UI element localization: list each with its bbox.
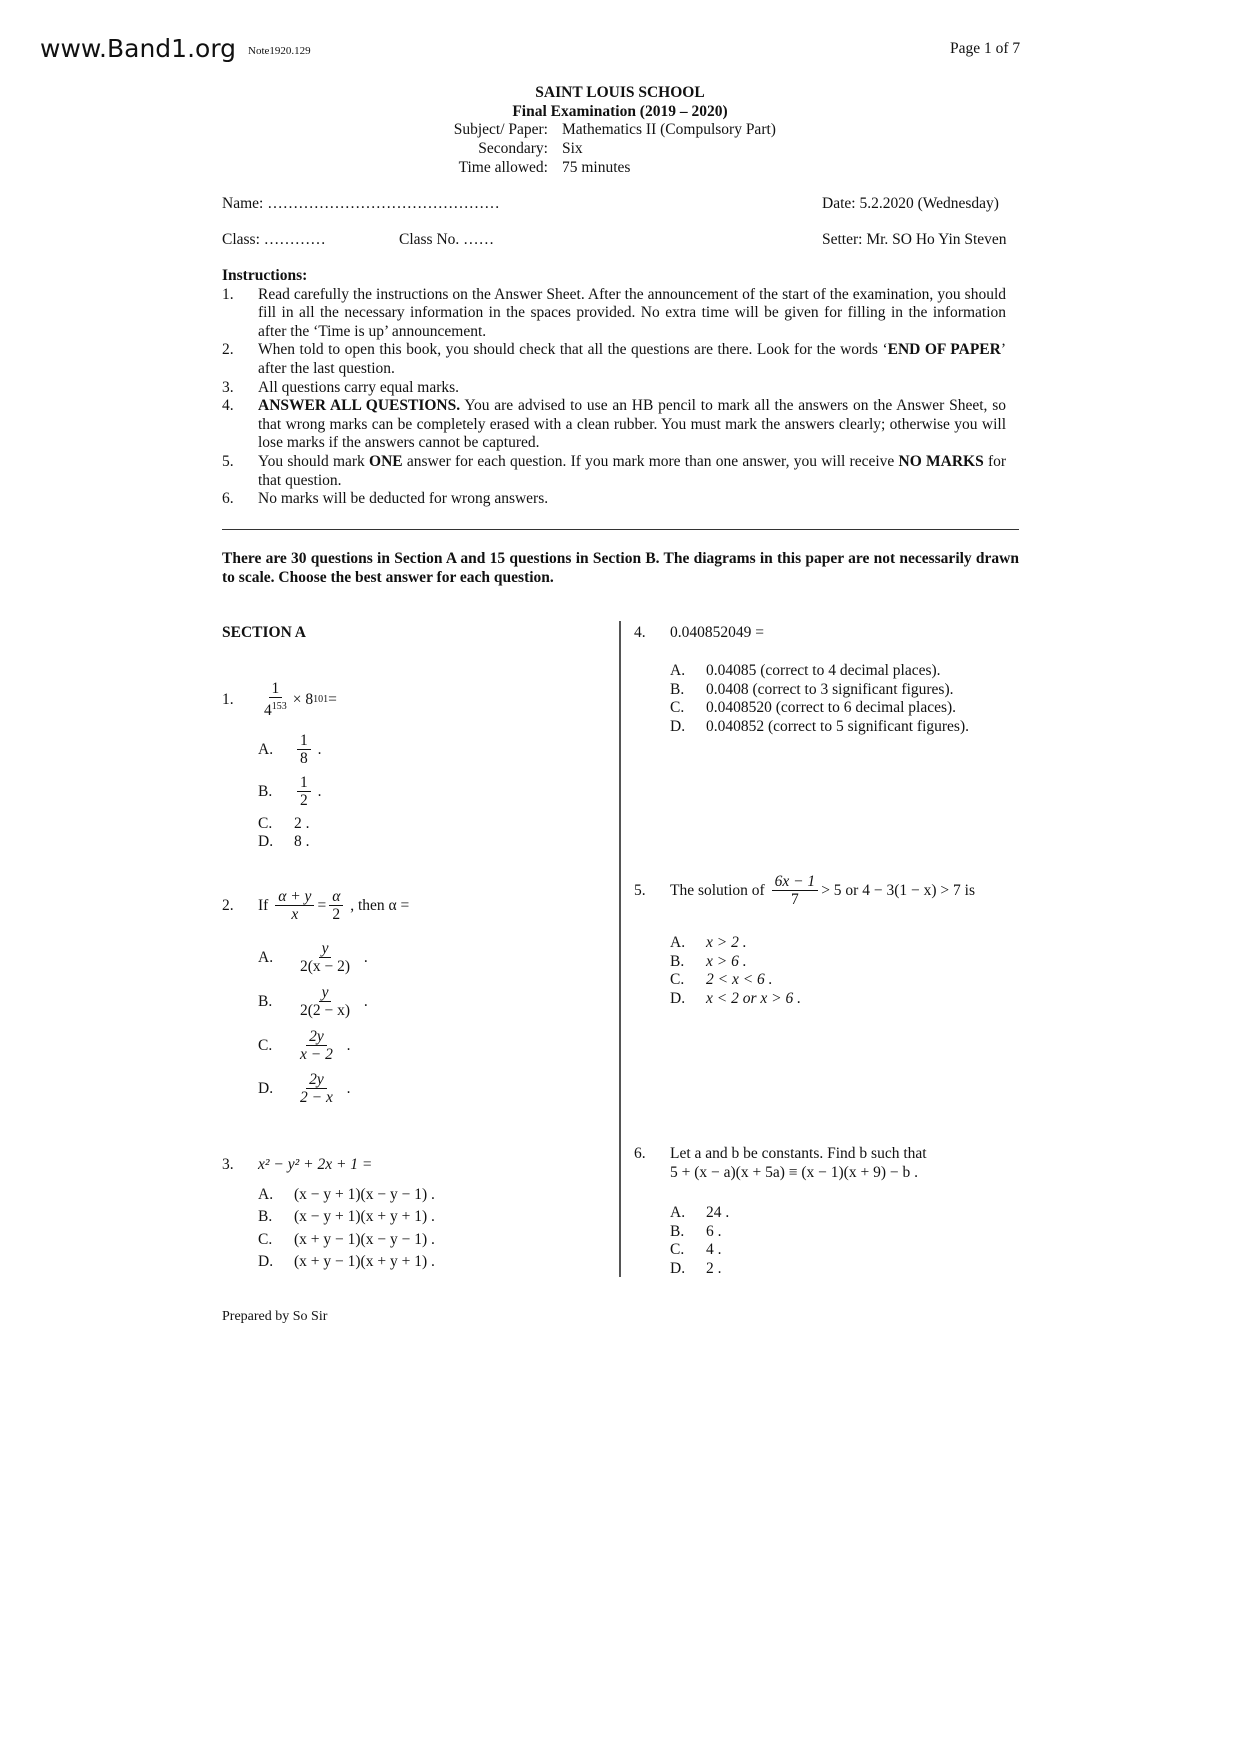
item-text: Read carefully the instructions on the Answer Sheet. After the announcement of the start of the examination, you should fill in all the necessary information in the spaces provided. No extra time will be given for filling in the information after the ‘Time is up’ announcement. <box>258 285 1006 340</box>
option-text: x > 6 . <box>706 953 747 970</box>
numerator: 1 <box>269 680 283 698</box>
option-letter: D. <box>670 1260 686 1277</box>
option-letter: C. <box>670 699 685 716</box>
item-number: 4. <box>222 397 234 415</box>
item-number: 1. <box>222 285 234 303</box>
question-number: 3. <box>222 1156 234 1173</box>
item-text <box>258 397 1006 453</box>
text: > 5 or 4 − 3(1 − x) > 7 is <box>821 882 975 899</box>
exam-title: Final Examination (2019 – 2020) <box>512 103 728 120</box>
time-row <box>448 158 798 177</box>
option-letter: A. <box>670 934 686 951</box>
option-d[interactable] <box>670 1259 722 1278</box>
question-number: 2. <box>222 897 234 914</box>
fraction <box>297 774 311 809</box>
instruction-item <box>222 490 1006 509</box>
question-6-identity: 5 + (x − a)(x + 5a) ≡ (x − 1)(x + 9) − b . <box>670 1164 918 1181</box>
label: Secondary: <box>478 140 548 157</box>
text: The solution of <box>670 882 765 899</box>
item-text: All questions carry equal marks. <box>258 378 460 396</box>
note-id: Note1920.129 <box>248 45 311 57</box>
denominator: 2(x − 2) <box>300 958 351 975</box>
option-letter: C. <box>670 971 685 988</box>
exponent: 153 <box>271 701 287 712</box>
option-text: (x + y − 1)(x − y − 1) . <box>294 1231 435 1248</box>
question-1 <box>222 680 337 719</box>
exponent: 101 <box>313 693 329 705</box>
class-no-field: Class No. …… <box>399 231 495 248</box>
section-notice: There are 30 questions in Section A and 15 questions in Section B. The diagrams in this paper are not necessarily drawn to scale. Choose the best answer for each question. <box>222 550 1019 586</box>
denominator <box>261 698 290 719</box>
item-number: 5. <box>222 452 234 470</box>
numerator: y <box>319 984 332 1002</box>
instruction-item <box>222 341 1006 378</box>
section-heading: SECTION A <box>222 624 306 641</box>
question-number: 4. <box>634 624 646 641</box>
option-b[interactable] <box>670 1222 722 1241</box>
option-letter: B. <box>258 783 273 800</box>
denominator: 2 <box>332 906 341 923</box>
denominator: 8 <box>300 750 308 767</box>
setter-field: Setter: Mr. SO Ho Yin Steven <box>822 231 1007 248</box>
option-letter: A. <box>258 949 274 966</box>
option-text: 6 . <box>706 1223 722 1240</box>
class-field: Class: ………… <box>222 231 326 248</box>
fraction <box>297 1028 336 1063</box>
numerator: 1 <box>297 774 311 792</box>
question-2: 2. If $\frac{\alpha + y}{x}$ = $\frac{\alpha}{2}$ , then α = <box>222 888 410 923</box>
option-d[interactable] <box>670 717 969 736</box>
option-letter: C. <box>258 1037 273 1054</box>
option-text: (x − y + 1)(x − y − 1) . <box>294 1186 435 1203</box>
fraction <box>261 680 290 719</box>
fraction <box>297 732 311 767</box>
option-d[interactable] <box>670 989 801 1008</box>
option-b[interactable]: B. $\frac{1}{2}$ . <box>258 774 322 809</box>
fraction <box>297 984 353 1019</box>
option-text: 2 < x < 6 . <box>706 971 773 988</box>
option-letter: B. <box>258 993 273 1010</box>
instructions <box>222 267 1006 509</box>
numerator: α <box>329 888 343 906</box>
fraction <box>329 888 343 923</box>
text: You should mark <box>258 452 370 470</box>
question-text: Let a and b be constants. Find b such that <box>670 1145 927 1162</box>
option-letter: B. <box>258 1208 273 1225</box>
name-field: Name: ……………………………………… <box>222 195 500 212</box>
instruction-item <box>222 286 1006 342</box>
text: ’ after the last question. <box>258 341 1006 377</box>
option-c[interactable]: C. $\frac{2y}{x - 2}$ . <box>258 1028 351 1063</box>
option-text: 0.0408520 (correct to 6 decimal places). <box>706 699 957 716</box>
option-c[interactable] <box>670 970 773 989</box>
denominator: x <box>291 906 299 923</box>
option-text: (x + y − 1)(x + y + 1) . <box>294 1253 435 1270</box>
option-text: 0.040852 (correct to 5 significant figures). <box>706 718 969 735</box>
question-text: x² − y² + 2x + 1 = <box>258 1156 373 1173</box>
numerator: 6x − 1 <box>772 873 819 891</box>
question-3 <box>222 1155 372 1174</box>
bold-text: ONE <box>369 452 403 470</box>
equals: = <box>328 690 337 708</box>
site-logo[interactable]: www.Band1.org <box>40 34 237 63</box>
denominator: 2(2 − x) <box>300 1002 351 1019</box>
option-b[interactable] <box>258 1207 435 1226</box>
item-number: 3. <box>222 378 234 396</box>
option-letter: B. <box>670 681 685 698</box>
question-number: 1. <box>222 690 234 708</box>
option-letter: C. <box>258 815 273 832</box>
secondary-row <box>448 139 798 158</box>
item-text <box>258 341 1006 378</box>
value: 75 minutes <box>562 159 631 176</box>
option-text: 0.04085 (correct to 4 decimal places). <box>706 662 941 679</box>
option-d[interactable]: D. $\frac{2y}{2 - x}$ . <box>258 1071 351 1106</box>
column-divider <box>619 621 621 1277</box>
instructions-heading: Instructions: <box>222 267 308 284</box>
option-letter: A. <box>670 1204 686 1221</box>
text: answer for each question. If you mark more than one answer, you will receive <box>402 452 899 470</box>
option-d[interactable] <box>258 832 310 851</box>
option-letter: D. <box>258 1080 274 1097</box>
question-number: 6. <box>634 1145 646 1162</box>
fraction <box>772 873 819 908</box>
option-text: x < 2 or x > 6 . <box>706 990 801 1007</box>
numerator: 2y <box>306 1028 327 1046</box>
term: × 8 <box>292 690 314 708</box>
option-letter: A. <box>258 741 274 758</box>
text: for that question. <box>258 452 1007 489</box>
option-text: 2 . <box>706 1260 722 1277</box>
option-letter: C. <box>258 1231 273 1248</box>
option-letter: C. <box>670 1241 685 1258</box>
option-text: x > 2 . <box>706 934 747 951</box>
subject-row <box>448 120 798 139</box>
numerator: 1 <box>297 732 311 750</box>
item-text <box>258 453 1006 490</box>
question-number: 5. <box>634 882 646 899</box>
school-name: SAINT LOUIS SCHOOL <box>535 84 705 101</box>
bold-text: END OF PAPER <box>887 341 1001 359</box>
text: If <box>258 897 269 914</box>
denominator: 7 <box>791 891 799 908</box>
option-text: 2 . <box>294 815 310 832</box>
option-d[interactable] <box>258 1252 435 1271</box>
item-number: 2. <box>222 341 234 359</box>
question-6 <box>634 1144 927 1163</box>
option-letter: B. <box>670 953 685 970</box>
option-a[interactable]: A. $\frac{y}{2(x - 2)}$ . <box>258 940 368 975</box>
bold-text: ANSWER ALL QUESTIONS. <box>258 397 461 415</box>
label: Time allowed: <box>458 159 548 176</box>
option-text: 0.0408 (correct to 3 significant figures). <box>706 681 954 698</box>
option-a[interactable] <box>670 933 747 952</box>
divider <box>222 529 1019 530</box>
option-text: (x − y + 1)(x + y + 1) . <box>294 1208 435 1225</box>
option-b[interactable] <box>670 952 747 971</box>
option-a[interactable] <box>670 661 941 680</box>
text: , then α = <box>350 897 410 914</box>
instruction-item <box>222 397 1006 453</box>
text: You are advised to use an HB pencil to mark all the answers on the Answer Sheet, so that wrong marks can be completely erased with a clean rubber. You must mark the answers clearly; otherwise you will lose marks if the answers cannot be captured. <box>258 397 1007 452</box>
denominator: x − 2 <box>300 1046 333 1063</box>
base: 4 <box>264 702 272 720</box>
option-b[interactable]: B. $\frac{y}{2(2 - x)}$ . <box>258 984 368 1019</box>
date-field: Date: 5.2.2020 (Wednesday) <box>822 195 999 212</box>
option-text: 8 . <box>294 833 310 850</box>
option-text: 24 . <box>706 1204 730 1221</box>
option-c[interactable] <box>670 698 956 717</box>
fraction <box>297 940 353 975</box>
option-text: 4 . <box>706 1241 722 1258</box>
instruction-item <box>222 453 1006 490</box>
option-c[interactable] <box>258 1230 435 1249</box>
item-text: No marks will be deducted for wrong answers. <box>258 490 549 508</box>
option-letter: D. <box>258 1253 274 1270</box>
option-a[interactable] <box>258 1185 435 1204</box>
option-b[interactable] <box>670 680 954 699</box>
question-4 <box>634 623 764 642</box>
numerator: y <box>319 940 332 958</box>
numerator: 2y <box>306 1071 327 1089</box>
page-number: Page 1 of 7 <box>950 40 1021 57</box>
option-letter: A. <box>258 1186 274 1203</box>
question-text: 0.040852049 = <box>670 624 764 641</box>
option-letter: D. <box>258 833 274 850</box>
instruction-item <box>222 379 1006 398</box>
question-5 <box>634 873 975 908</box>
bold-text: NO MARKS <box>898 452 984 470</box>
option-letter: D. <box>670 990 686 1007</box>
value: Six <box>562 140 583 157</box>
fraction <box>297 1071 336 1106</box>
text: When told to open this book, you should check that all the questions are there. Look for the words ‘ <box>258 341 888 359</box>
value: Mathematics II (Compulsory Part) <box>562 121 776 138</box>
denominator: 2 <box>300 792 308 809</box>
option-c[interactable] <box>258 814 310 833</box>
option-letter: B. <box>670 1223 685 1240</box>
footer-prepared-by: Prepared by So Sir <box>222 1309 328 1324</box>
label: Subject/ Paper: <box>453 121 548 138</box>
option-a[interactable] <box>670 1203 729 1222</box>
option-letter: A. <box>670 662 686 679</box>
option-letter: D. <box>670 718 686 735</box>
fraction <box>275 888 314 923</box>
item-number: 6. <box>222 490 234 508</box>
denominator: 2 − x <box>300 1089 333 1106</box>
option-c[interactable] <box>670 1240 722 1259</box>
option-a[interactable]: A. $\frac{1}{8}$ . <box>258 732 322 767</box>
numerator: α + y <box>275 888 314 906</box>
